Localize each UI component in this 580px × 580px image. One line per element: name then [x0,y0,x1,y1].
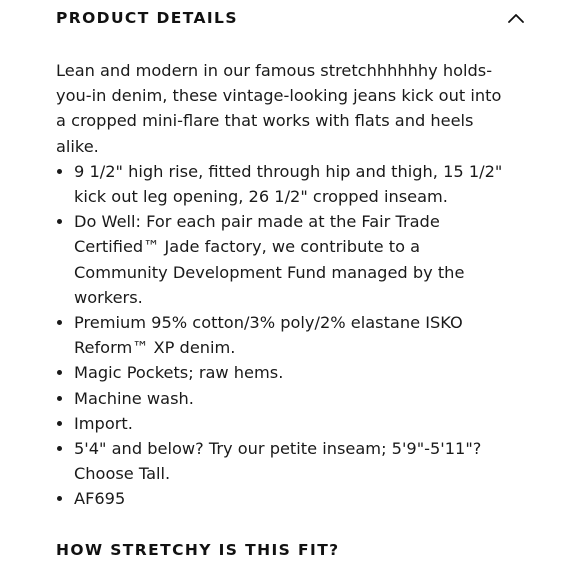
how-stretchy-title: HOW STRETCHY IS THIS FIT? [56,541,340,559]
list-item: Premium 95% cotton/3% poly/2% elastane ISKO Reform™ XP denim. [56,310,516,360]
list-item: Do Well: For each pair made at the Fair Trade Certified™ Jade factory, we contribute to a Community Development Fund managed by the workers. [56,209,516,310]
list-item: Machine wash. [56,386,516,411]
list-item: 5'4" and below? Try our petite inseam; 5'9"-5'11"? Choose Tall. [56,436,516,486]
product-description: Lean and modern in our famous stretchhhhhhy holds-you-in denim, these vintage-looking jeans kick out into a cropped mini-flare that works with flats and heels alike. [56,61,502,156]
product-details-content [56,58,516,512]
product-details-header[interactable] [56,0,524,36]
product-details-list [56,159,516,512]
product-details-title: PRODUCT DETAILS [56,9,238,27]
list-item: 9 1/2" high rise, fitted through hip and thigh, 15 1/2" kick out leg opening, 26 1/2" cropped inseam. [56,159,516,209]
chevron-up-icon[interactable] [506,8,526,28]
list-item: AF695 [56,486,516,511]
list-item: Magic Pockets; raw hems. [56,360,516,385]
list-item: Import. [56,411,516,436]
how-stretchy-header[interactable] [56,532,524,568]
